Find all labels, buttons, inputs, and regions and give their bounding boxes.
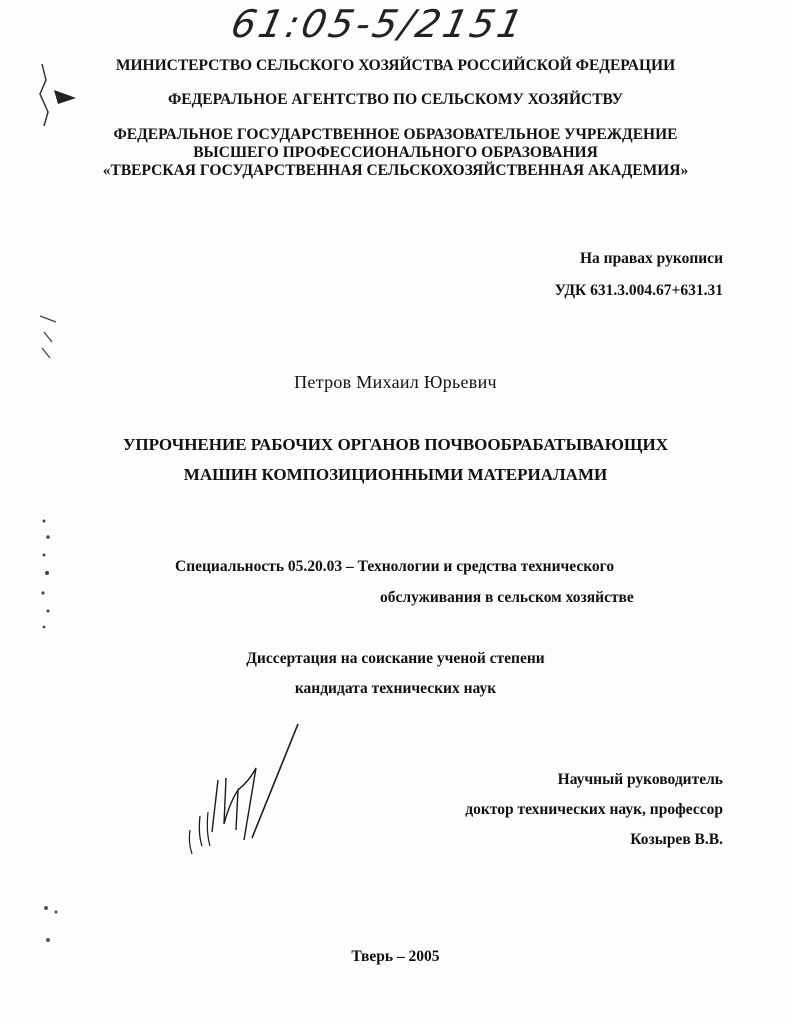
degree-line-2: кандидата технических наук	[294, 680, 497, 697]
ministry-heading: МИНИСТЕРСТВО СЕЛЬСКОГО ХОЗЯЙСТВА РОССИЙСКОЙ ФЕДЕРАЦИИ	[115, 57, 676, 74]
institution-line-2: ВЫСШЕГО ПРОФЕССИОНАЛЬНОГО ОБРАЗОВАНИЯ	[193, 144, 598, 161]
thesis-title-line-2: МАШИН КОМПОЗИЦИОННЫМИ МАТЕРИАЛАМИ	[183, 465, 608, 484]
scan-smudge-mark	[36, 60, 86, 130]
supervisor-role: Научный руководитель	[557, 771, 723, 788]
degree-line-1: Диссертация на соискание ученой степени	[246, 650, 545, 667]
supervisor-name: Козырев В.В.	[630, 831, 723, 848]
supervisor-degree: доктор технических наук, профессор	[465, 801, 723, 818]
scan-binding-dots	[38, 515, 58, 635]
signature-scribble	[178, 720, 308, 870]
specialty-line-1: Специальность 05.20.03 – Технологии и средства технического	[175, 558, 615, 575]
institution-line-3: «ТВЕРСКАЯ ГОСУДАРСТВЕННАЯ СЕЛЬСКОХОЗЯЙСТВЕННАЯ АКАДЕМИЯ»	[102, 162, 689, 179]
scan-corner-mark	[36, 312, 76, 362]
institution-line-1: ФЕДЕРАЛЬНОЕ ГОСУДАРСТВЕННОЕ ОБРАЗОВАТЕЛЬНОЕ УЧРЕЖДЕНИЕ	[113, 126, 678, 143]
agency-heading: ФЕДЕРАЛЬНОЕ АГЕНТСТВО ПО СЕЛЬСКОМУ ХОЗЯЙСТВУ	[167, 91, 624, 108]
scan-bottom-mark	[38, 900, 78, 950]
city-year: Тверь – 2005	[351, 948, 440, 965]
handwritten-archive-code: 61:05-5/2151	[227, 2, 530, 46]
thesis-title-line-1: УПРОЧНЕНИЕ РАБОЧИХ ОРГАНОВ ПОЧВООБРАБАТЫВАЮЩИХ	[122, 435, 669, 454]
specialty-line-2: обслуживания в сельском хозяйстве	[380, 589, 634, 606]
udk-code: УДК 631.3.004.67+631.31	[554, 282, 723, 299]
author-name: Петров Михаил Юрьевич	[294, 372, 497, 392]
manuscript-note: На правах рукописи	[579, 250, 723, 267]
